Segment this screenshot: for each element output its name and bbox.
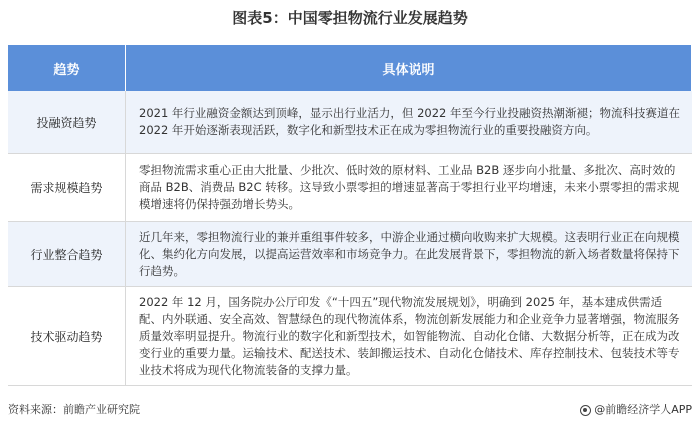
row-description: 零担物流需求重心正由大批量、少批次、低时效的原材料、工业品 B2B 逐步向小批量、多批次、高时效的商品 B2B、消费品 B2C 转移。这导致小票零担的增速显著高于零担行业平均增速，未来小票零担的需求规模增速将仍保持强劲增长势头。 bbox=[126, 154, 692, 222]
brand-text: @前瞻经济学人APP bbox=[594, 403, 692, 416]
source-note: 资料来源：前瞻产业研究院 bbox=[8, 403, 140, 416]
row-description: 近几年来，零担物流行业的兼并重组事件较多，中游企业通过横向收购来扩大规模。这表明行业正在向规模化、集约化方向发展，以提高运营效率和市场竞争力。在此发展背景下，零担物流的新入场者数量将保持下行趋势。 bbox=[126, 222, 692, 287]
brand-credit bbox=[580, 402, 692, 418]
chart-title: 图表5：中国零担物流行业发展趋势 bbox=[232, 9, 468, 27]
table-row bbox=[8, 91, 692, 154]
row-description: 2021 年行业融资金额达到顶峰，显示出行业活力，但 2022 年至今行业投融资热潮渐褪；物流科技赛道在 2022 年开始逐渐表现活跃，数字化和新型技术正在成为零担物流行业的重要投融资方向。 bbox=[126, 91, 692, 154]
row-category: 投融资趋势 bbox=[8, 91, 126, 154]
header-description: 具体说明 bbox=[126, 45, 692, 91]
row-description: 2022 年 12 月，国务院办公厅印发《“十四五”现代物流发展规划》，明确到 2025 年，基本建成供需适配、内外联通、安全高效、智慧绿色的现代物流体系，物流创新发展能力和企业竞争力显著增强，物流服务质量效率明显提升。物流行业的数字化和新型技术，如智能物流、自动化仓储、大数据分析等，正在成为改变行业的重要力量。运输技术、配送技术、装卸搬运技术、自动化仓储技术、库存控制技术、包装技术等专业技术将成为现代化物流装备的支撑力量。 bbox=[126, 287, 692, 386]
table-row bbox=[8, 154, 692, 222]
brand-logo-icon bbox=[580, 405, 591, 416]
table-header-row bbox=[8, 45, 692, 91]
table-row bbox=[8, 222, 692, 287]
trend-table bbox=[8, 45, 692, 386]
row-category: 需求规模趋势 bbox=[8, 154, 126, 222]
table-row bbox=[8, 287, 692, 386]
row-category: 技术驱动趋势 bbox=[8, 287, 126, 386]
row-category: 行业整合趋势 bbox=[8, 222, 126, 287]
header-trend: 趋势 bbox=[8, 45, 126, 91]
